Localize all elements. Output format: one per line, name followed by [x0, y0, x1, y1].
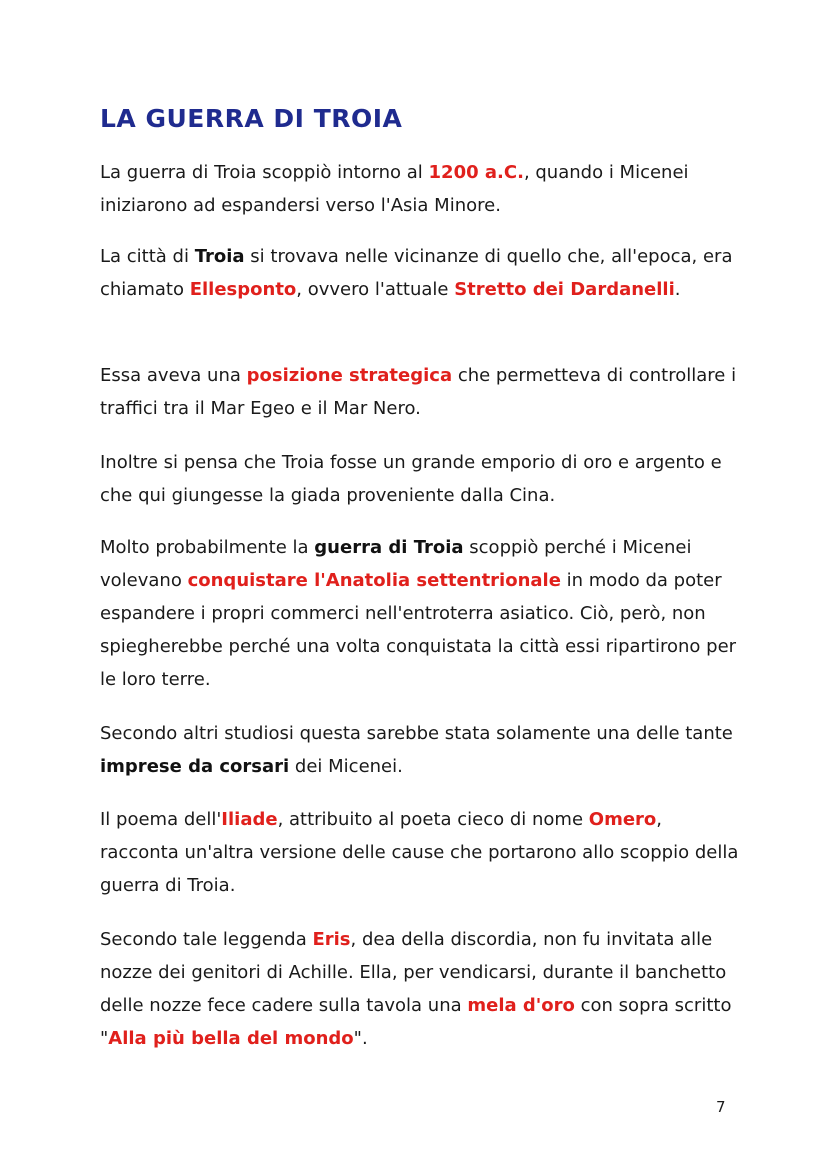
paragraph-6: Secondo altri studiosi questa sarebbe stata solamente una delle tante imprese da corsari dei Micenei.: [100, 723, 733, 777]
paragraph-1: La guerra di Troia scoppiò intorno al 1200 a.C., quando i Micenei iniziarono ad espandersi verso l'Asia Minore.: [100, 162, 689, 216]
page-title: LA GUERRA DI TROIA: [100, 104, 403, 133]
page-number: 7: [716, 1098, 726, 1116]
paragraph-5: Molto probabilmente la guerra di Troia scoppiò perché i Micenei volevano conquistare l'Anatolia settentrionale in modo da poter espandere i propri commerci nell'entroterra asiatico. Ciò, però, non spiegherebbe perché una volta conquistata la città essi ripartirono per le loro terre.: [100, 537, 737, 690]
paragraph-8: Secondo tale leggenda Eris, dea della discordia, non fu invitata alle nozze dei genitori di Achille. Ella, per vendicarsi, durante il banchetto delle nozze fece cadere sulla tavola una mela d'oro con sopra scritto "Alla più bella del mondo".: [100, 929, 732, 1049]
paragraph-7: Il poema dell'Iliade, attribuito al poeta cieco di nome Omero, racconta un'altra versione delle cause che portarono allo scoppio della guerra di Troia.: [100, 809, 739, 896]
paragraph-3: Essa aveva una posizione strategica che permetteva di controllare i traffici tra il Mar Egeo e il Mar Nero.: [100, 365, 737, 419]
paragraph-2: La città di Troia si trovava nelle vicinanze di quello che, all'epoca, era chiamato Ellesponto, ovvero l'attuale Stretto dei Dardanelli.: [100, 246, 733, 300]
paragraph-4: Inoltre si pensa che Troia fosse un grande emporio di oro e argento e che qui giungesse la giada proveniente dalla Cina.: [100, 452, 722, 506]
